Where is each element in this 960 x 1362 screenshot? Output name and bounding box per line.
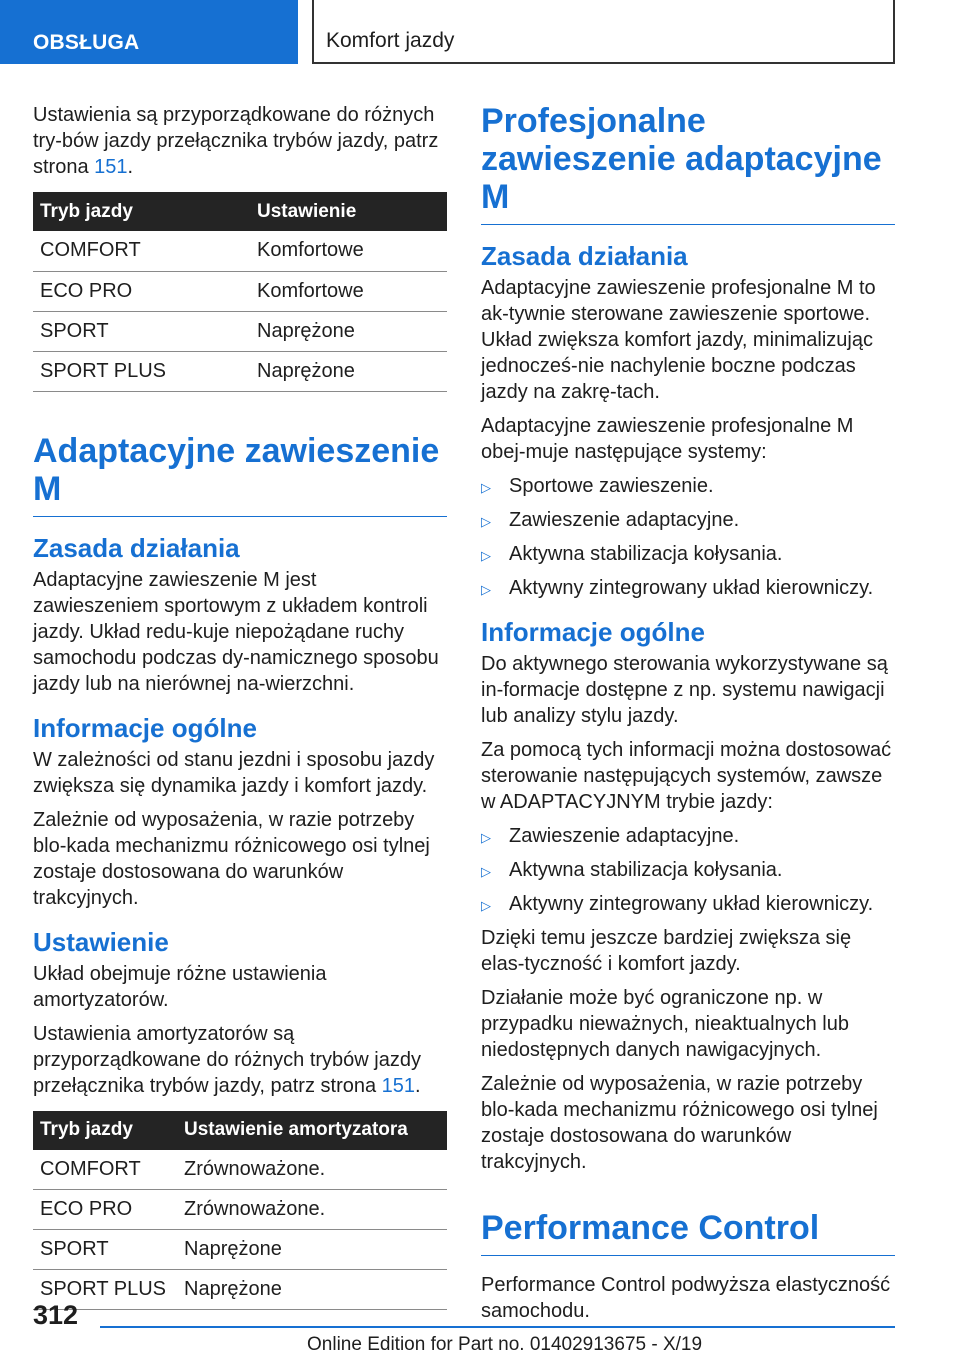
table-cell: Komfortowe bbox=[250, 271, 447, 311]
list-item bbox=[481, 541, 895, 569]
section-title: Profesjonalne zawieszenie adaptacyjne M bbox=[481, 102, 895, 225]
list-item-text: Aktywny zintegrowany układ kierowniczy. bbox=[509, 893, 874, 915]
table-cell: Naprężone bbox=[250, 351, 447, 391]
list-item bbox=[481, 575, 895, 603]
list-item bbox=[481, 857, 895, 885]
intro-paragraph bbox=[33, 102, 447, 180]
triangle-bullet-icon: ▷ bbox=[481, 582, 491, 597]
table-row bbox=[33, 231, 447, 271]
table-cell: SPORT PLUS bbox=[33, 1270, 177, 1310]
section-title: Adaptacyjne zawieszenie M bbox=[33, 432, 447, 517]
intro-text: Ustawienia są przyporządkowane do różnych try-bów jazdy przełącznika trybów jazdy, patrz strona bbox=[33, 104, 439, 178]
chapter-title: Komfort jazdy bbox=[312, 0, 895, 64]
table-cell: SPORT bbox=[33, 311, 250, 351]
systems-list bbox=[481, 473, 895, 603]
paragraph: Dzięki temu jeszcze bardziej zwiększa się elas-tyczność i komfort jazdy. bbox=[481, 927, 852, 975]
list-item bbox=[481, 891, 895, 919]
page-link[interactable]: 151 bbox=[381, 1074, 416, 1097]
paragraph: W zależności od stanu jezdni i sposobu jazdy zwiększa się dynamika jazdy i komfort jazdy. bbox=[33, 748, 435, 797]
table-row bbox=[33, 1190, 447, 1230]
paragraph-text: Ustawienia amortyzatorów są przyporządkowane do różnych trybów jazdy przełącznika trybów jazdy, patrz strona bbox=[33, 1022, 421, 1097]
list-item-text: Aktywna stabilizacja kołysania. bbox=[509, 859, 783, 881]
paragraph: Za pomocą tych informacji można dostosować sterowanie następujących systemów, zawsze w ADAPTACYJNYM trybie jazdy: bbox=[481, 739, 892, 813]
footer-divider bbox=[100, 1326, 895, 1328]
damper-setting-table bbox=[33, 1111, 447, 1311]
subsection-heading: Ustawienie bbox=[33, 926, 169, 957]
table-header: Ustawienie bbox=[250, 192, 447, 231]
paragraph: Działanie może być ograniczone np. w przypadku nieważnych, nieaktualnych lub niedostępnych danych nawigacyjnych. bbox=[481, 987, 849, 1061]
list-item bbox=[481, 507, 895, 535]
right-column bbox=[481, 102, 895, 1332]
table-cell: Zrównoważone. bbox=[177, 1150, 447, 1190]
table-cell: COMFORT bbox=[33, 231, 250, 271]
table-row bbox=[33, 311, 447, 351]
section-title: Performance Control bbox=[481, 1209, 895, 1256]
section-tab: OBSŁUGA bbox=[0, 0, 298, 64]
page-link[interactable]: 151 bbox=[94, 156, 128, 178]
triangle-bullet-icon: ▷ bbox=[481, 864, 491, 879]
paragraph: Adaptacyjne zawieszenie profesjonalne M obej-muje następujące systemy: bbox=[481, 415, 854, 463]
paragraph: Zależnie od wyposażenia, w razie potrzeby blo-kada mechanizmu różnicowego osi tylnej zostaje dostosowana do warunków trakcyjnych. bbox=[33, 808, 430, 909]
table-row bbox=[33, 351, 447, 391]
list-item-text: Zawieszenie adaptacyjne. bbox=[509, 509, 740, 531]
drive-mode-table bbox=[33, 192, 447, 392]
table-cell: Naprężone bbox=[177, 1270, 447, 1310]
page-number: 312 bbox=[33, 1300, 79, 1330]
triangle-bullet-icon: ▷ bbox=[481, 830, 491, 845]
triangle-bullet-icon: ▷ bbox=[481, 898, 491, 913]
list-item-text: Aktywny zintegrowany układ kierowniczy. bbox=[509, 577, 874, 599]
paragraph: Performance Control podwyższa elastyczność samochodu. bbox=[481, 1274, 891, 1322]
table-row bbox=[33, 1270, 447, 1310]
table-row bbox=[33, 1230, 447, 1270]
subsection-heading: Informacje ogólne bbox=[481, 617, 705, 647]
adaptive-systems-list bbox=[481, 823, 895, 919]
paragraph: Układ obejmuje różne ustawienia amortyzatorów. bbox=[33, 962, 327, 1011]
triangle-bullet-icon: ▷ bbox=[481, 514, 491, 529]
table-cell: COMFORT bbox=[33, 1150, 177, 1190]
triangle-bullet-icon: ▷ bbox=[481, 480, 491, 495]
table-cell: SPORT bbox=[33, 1230, 177, 1270]
list-item-text: Zawieszenie adaptacyjne. bbox=[509, 825, 740, 847]
list-item bbox=[481, 823, 895, 851]
table-header: Tryb jazdy bbox=[33, 192, 250, 231]
subsection-heading: Zasada działania bbox=[33, 532, 240, 563]
table-cell: ECO PRO bbox=[33, 271, 250, 311]
table-row bbox=[33, 271, 447, 311]
paragraph: Zależnie od wyposażenia, w razie potrzeby blo-kada mechanizmu różnicowego osi tylnej zostaje dostosowana do warunków trakcyjnych. bbox=[481, 1073, 878, 1173]
table-cell: Zrównoważone. bbox=[177, 1190, 447, 1230]
table-cell: Komfortowe bbox=[250, 231, 447, 271]
list-item-text: Sportowe zawieszenie. bbox=[509, 475, 714, 497]
subsection-heading: Informacje ogólne bbox=[33, 712, 257, 743]
intro-end: . bbox=[127, 156, 134, 178]
paragraph: Do aktywnego sterowania wykorzystywane są in-formacje dostępne z np. systemu nawigacji lub analizy stylu jazdy. bbox=[481, 653, 888, 727]
left-column bbox=[33, 102, 447, 1310]
paragraph: Adaptacyjne zawieszenie profesjonalne M to ak-tywnie sterowane zawieszenie sportowe. Układ zwiększa komfort jazdy, minimalizując jednocześ-nie nachylenie boczne podczas jazdy na zakrę-tach. bbox=[481, 277, 876, 403]
table-header: Tryb jazdy bbox=[33, 1111, 177, 1150]
table-cell: Naprężone bbox=[177, 1230, 447, 1270]
table-cell: ECO PRO bbox=[33, 1190, 177, 1230]
edition-note: Online Edition for Part no. 01402913675 - X/19 bbox=[307, 1334, 703, 1355]
table-cell: Naprężone bbox=[250, 311, 447, 351]
table-row bbox=[33, 1150, 447, 1190]
table-header: Ustawienie amortyzatora bbox=[177, 1111, 447, 1150]
subsection-heading: Zasada działania bbox=[481, 241, 688, 271]
paragraph-end: . bbox=[415, 1074, 421, 1097]
list-item-text: Aktywna stabilizacja kołysania. bbox=[509, 543, 783, 565]
triangle-bullet-icon: ▷ bbox=[481, 548, 491, 563]
list-item bbox=[481, 473, 895, 501]
paragraph bbox=[33, 1021, 447, 1099]
paragraph: Adaptacyjne zawieszenie M jest zawieszeniem sportowym z układem kontroli jazdy. Układ redu-kuje niepożądane ruchy samochodu podczas dy-namicznego sposobu jazdy lub na nierównej na-wierzchni. bbox=[33, 568, 439, 695]
table-cell: SPORT PLUS bbox=[33, 351, 250, 391]
